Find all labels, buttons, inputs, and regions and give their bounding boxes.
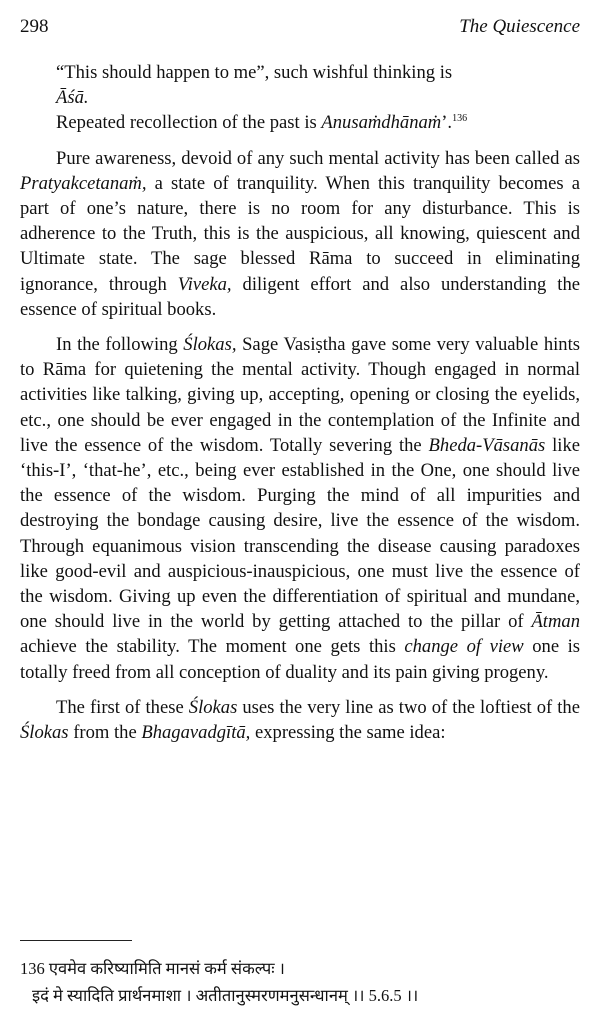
paragraph: Pure awareness, devoid of any such mental activity has been called as Pratyakcetanaṁ, a state of tranquility. When this tranquility becomes a part of one’s nature, there is no room for any disturbance. This is adherence to the Truth, this is the auspicious, all knowing, quiescent and Ultimate state. The sage blessed Rāma to succeed in eliminating ignorance, through Viveka, diligent effort and also understanding the essence of spiritual books. [20,147,581,320]
sanskrit-term: Bheda-Vāsanās [428,434,546,456]
verse-line: “This should happen to me”, such wishful thinking is [56,62,453,83]
sanskrit-term: Ślokas [188,696,238,718]
running-title: The Quiescence [459,16,580,37]
sanskrit-term: Ślokas, [183,334,237,356]
book-title: Bhagavadgītā, [141,722,251,744]
paragraph: In the following Ślokas, Sage Vasiṣtha gave some very valuable hints to Rāma for quietening the mental activity. Though engaged in normal activities like talking, giving up, accepting, opening or closing the eyelids, etc., one should be ever engaged in the contemplation of the Infinite and live the essence of the wisdom. Totally severing the Bheda-Vāsanās like ‘this-I’, ‘that-he’, etc., being ever established in the One, one should live the essence of the wisdom. Purging the mind of all impurities and destroying the bondage causing desire, live the essence of the wisdom. Through equanimous vision transcending the disease causing paradoxes like good-evil and auspicious-inauspicious, one must live the essence of the wisdom. Giving up even the differentiation of spiritual and mundane, one should live in the world by getting attached to the pillar of Ātman achieve the stability. The moment one gets this change of view one is totally freed from all conception of duality and its pain giving progeny. [20,334,581,683]
verse-block [56,60,580,136]
emphasis-phrase: change of view [404,636,524,658]
footnote-line: इदं मे स्यादिति प्रार्थनमाशा । अतीतानुस्मरणमनुसन्धानम् ।। 5.6.5 ।। [32,986,419,1005]
sanskrit-term: Āśā. [56,87,89,109]
sanskrit-term: Pratyakcetanaṁ, [20,172,147,194]
sanskrit-term: Ātman [531,611,580,633]
sanskrit-term: Viveka, [177,273,232,295]
footnote-divider [20,940,132,941]
footnote [20,955,580,1009]
paragraph: The first of these Ślokas uses the very line as two of the loftiest of the Ślokas from the Bhagavadgītā, expressing the same idea: [20,696,580,744]
page-number: 298 [20,16,49,37]
page-header [20,16,580,38]
footnote-marker: 136 [452,113,468,125]
verse-line: Repeated recollection of the past is Anusaṁdhānaṁ’.$^{136}$ [56,112,468,134]
sanskrit-term: Anusaṁdhānaṁ [321,112,442,134]
footnote-line: 136 एवमेव करिष्यामिति मानसं कर्म संकल्पः । [20,959,285,978]
sanskrit-term: Ślokas [20,722,69,744]
body-text [20,60,580,745]
verse-line [56,85,580,110]
